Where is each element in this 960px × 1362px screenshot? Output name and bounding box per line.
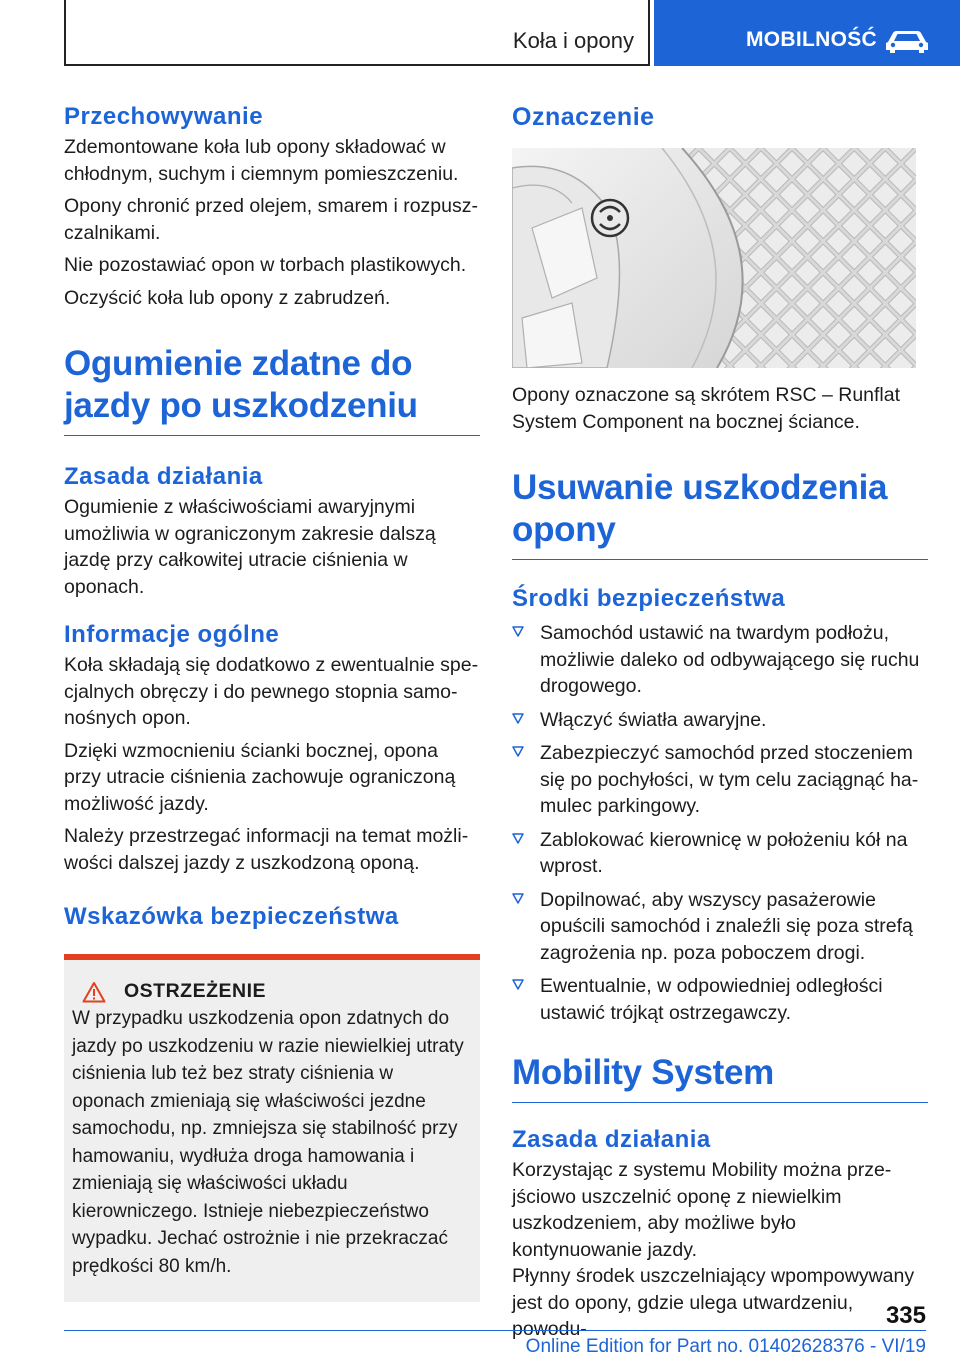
warning-text: W przypadku uszkodzenia opon zdatnych do jazdy po uszkodzeniu w razie niewielkiej utraty ciśnienia lub też bez straty ciśnienia w oponach zmieniają się właściwości jezdne samochodu, np. zmniejsza się stabilność przy hamowaniu, wydłuża droga hamowania i zmieniają się właściwości układu kierowniczego. Istnieje niebezpieczeństwo wypadku. Jechać ostrożnie i nie przekraczać prędkości 80 km/h.	[72, 1008, 464, 1277]
safety-note-heading: Wskazówka bezpieczeństwa	[64, 903, 399, 930]
marking-caption: Opony oznaczone są skrótem RSC – Runflat System Component na bocznej ściance.	[512, 384, 901, 433]
general-paragraph-3: Należy przestrzegać informacji na temat możliwości dalszej jazdy z uszkodzoną oponą.	[64, 825, 469, 874]
precautions-list	[512, 620, 928, 1026]
section-title: Koła i opony	[512, 28, 634, 53]
footer-divider	[64, 1330, 926, 1331]
triangle-bullet-icon	[512, 746, 524, 757]
storage-heading: Przechowywanie	[64, 103, 264, 130]
marking-heading: Oznaczenie	[512, 103, 655, 131]
list-item: Ewentualnie, w odpowiedniej odległości ustawić trójkąt ostrzegawczy.	[512, 973, 928, 1026]
general-paragraph-2: Dzięki wzmocnieniu ścianki bocznej, opona przy utracie ciśnienia zachowuje ograniczoną możliwość jazdy.	[64, 739, 456, 815]
runflat-heading: Ogumienie zdatne do jazdy po uszkodzeniu	[64, 343, 480, 436]
general-info-heading: Informacje ogólne	[64, 621, 280, 648]
mobility-system-heading: Mobility System	[512, 1052, 928, 1103]
mobility-principle-heading: Zasada działania	[512, 1126, 711, 1153]
triangle-bullet-icon	[512, 713, 524, 724]
triangle-bullet-icon	[512, 979, 524, 990]
chapter-label: MOBILNOŚĆ	[746, 28, 878, 51]
general-paragraph-1: Koła składają się dodatkowo z ewentualnie specjalnych obręczy i do pewnego stopnia samonośnych opon.	[64, 654, 479, 729]
storage-paragraph-4: Oczyścić koła lub opony z zabrudzeń.	[64, 286, 391, 309]
header-section-box	[64, 0, 650, 66]
principle-paragraph: Ogumienie z właściwościami awaryjnymi umożliwia w ograniczonym zakresie dalszą jazdę przy całkowitej utracie ciśnienia w oponach.	[64, 496, 436, 598]
mobility-paragraph-1: Korzystając z systemu Mobility można przejściowo uszczelnić oponę z niewielkim uszkodzeniem, aby możliwe było kontynuowanie jazdy.	[512, 1159, 892, 1261]
car-icon	[884, 28, 930, 59]
list-item: Dopilnować, aby wszyscy pasażerowie opuścili samochód i znaleźli się poza strefą zagrożenia np. poza poboczem drogi.	[512, 887, 928, 967]
right-column	[512, 100, 928, 1343]
list-item: Zabezpieczyć samochód przed stoczeniem się po pochyłości, w tym celu zaciągnąć hamulec parkingowy.	[512, 740, 928, 820]
left-column	[64, 100, 480, 1302]
warning-title: OSTRZEŻENIE	[124, 980, 267, 1002]
storage-paragraph-1: Zdemontowane koła lub opony składować w chłodnym, suchym i ciemnym pomieszczeniu.	[64, 136, 459, 185]
precautions-heading: Środki bezpieczeństwa	[512, 585, 786, 612]
warning-triangle-icon	[82, 981, 106, 1003]
footer-edition: Online Edition for Part no. 01402628376 - VI/19	[525, 1336, 926, 1357]
chapter-tab	[654, 0, 960, 66]
storage-paragraph-3: Nie pozostawiać opon w torbach plastikowych.	[64, 254, 467, 276]
tire-repair-heading: Usuwanie uszkodzenia opony	[512, 467, 928, 560]
triangle-bullet-icon	[512, 833, 524, 844]
principle-heading: Zasada działania	[64, 463, 263, 490]
list-item: Zablokować kierownicę w położeniu kół na wprost.	[512, 827, 928, 880]
mobility-paragraph-2: Płynny środek uszczelniający wpompowywany jest do opony, gdzie ulega utwardzeniu, powodu-	[512, 1265, 915, 1340]
storage-paragraph-2: Opony chronić przed olejem, smarem i rozpuszczalnikami.	[64, 195, 478, 244]
list-item: Włączyć światła awaryjne.	[512, 707, 928, 734]
warning-header	[72, 980, 470, 1003]
triangle-bullet-icon	[512, 893, 524, 904]
page-number: 335	[885, 1302, 926, 1329]
warning-box	[64, 954, 480, 1302]
list-item: Samochód ustawić na twardym podłożu, możliwie daleko od odbywającego się ruchu drogowego.	[512, 620, 928, 700]
triangle-bullet-icon	[512, 626, 524, 637]
tire-sidewall-illustration	[512, 148, 916, 368]
